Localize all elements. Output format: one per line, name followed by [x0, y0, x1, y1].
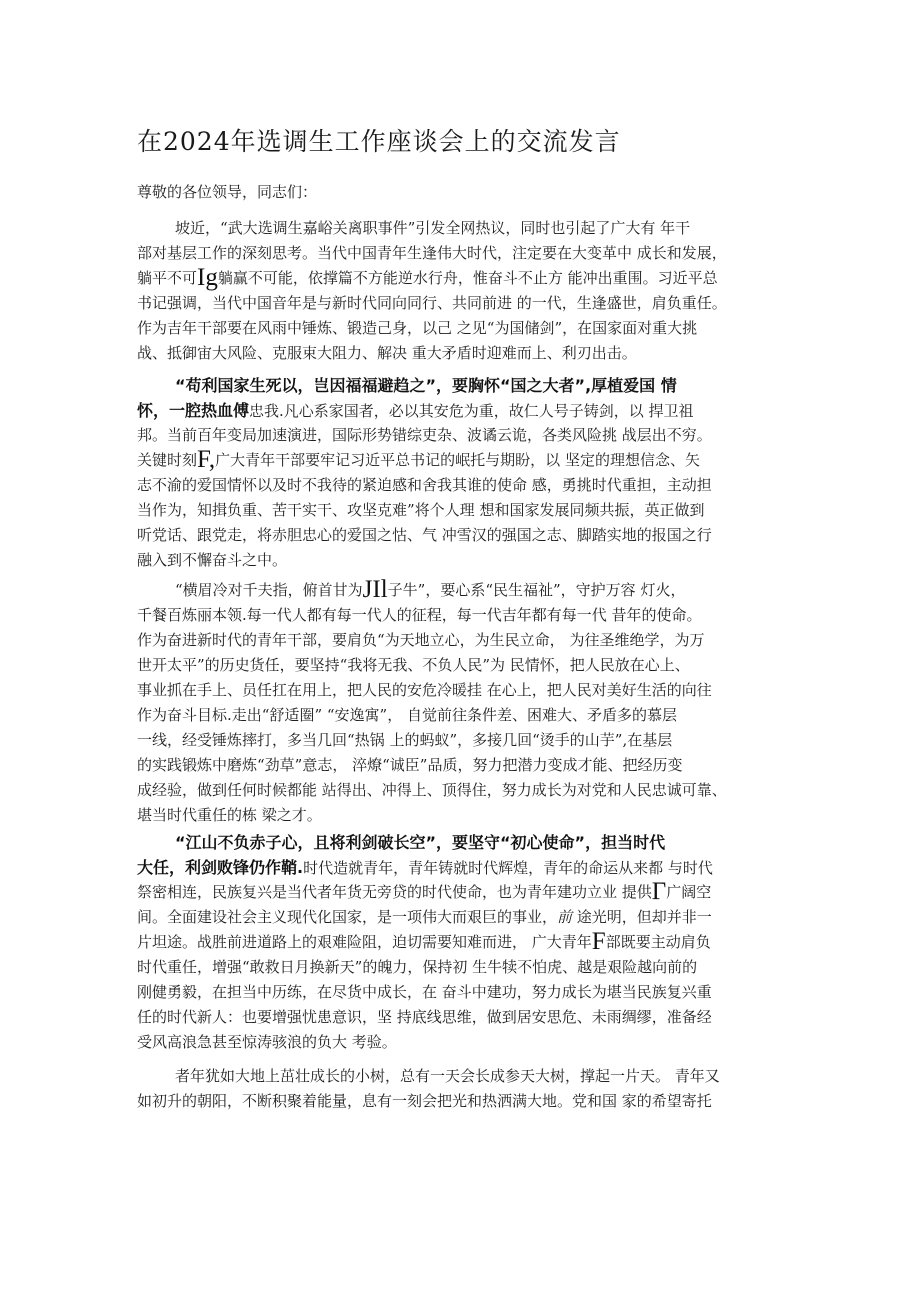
scan-artifact-glyph: F	[591, 930, 606, 955]
paragraph-line: 世开太平”的历史货任，要坚持“我将无我、不负人民”为 民情怀，把人民放在心上、	[137, 656, 690, 674]
paragraph-3	[137, 578, 793, 828]
paragraph-line: 邦。当前百年变局加速演进，国际形势错综吏杂、波谲云诡，各类风险挑 战层出不穷。	[137, 426, 712, 444]
paragraph-line: 听党话、跟党走，将赤胆忠心的爱国之怙、气 冲雪汉的强国之志、脚踏实地的报国之行	[137, 526, 712, 544]
scan-artifact-glyph: Γ	[651, 880, 667, 905]
paragraph-heading-tail: 怀，一腔热血傅	[137, 401, 250, 420]
paragraph-line: 躺平不可Ig躺赢不可能，依撑篇不方能逆水行舟，惟奋斗不止方 能冲出重围。习近平总	[137, 266, 718, 291]
paragraph-line: 如初升的朝阳，不断积聚着能量，息有一刻会把光和热洒满大地。党和国 家的希望寄托	[137, 1092, 712, 1110]
paragraph-line: 刚健勇毅，在担当中历练，在尽货中成长，在 奋斗中建功，努力成长为堪当民族复兴重	[137, 983, 712, 1001]
scan-artifact-glyph: F,	[197, 448, 216, 473]
paragraph-5	[137, 1064, 793, 1114]
paragraph-line: 千餐百炼丽本领.每一代人都有每一代人的征程，每一代吉年都有每一代 昔年的使命。	[137, 606, 702, 624]
paragraph-line: 作为奋进新时代的青年干部，要肩负“为天地立心，为生民立命， 为往圣维绝学，为万	[137, 631, 705, 649]
paragraph-line: 任的时代新人：也要增强忧患意识，坚 持底线思维，做到居安思危、未雨绸缪，准备经	[137, 1008, 712, 1026]
paragraph-line: 时代重任，增强“敢救日月换新天”的魄力，保持初 生牛犊不怕虎、越是艰险越向前的	[137, 958, 698, 976]
paragraph-line: 间。全面建设社会主义现代化国家，是一项伟大而艰巨的事业，前 途光明，但却并非一	[137, 908, 712, 926]
paragraph-2	[137, 373, 793, 573]
paragraph-line: 片坦途。战胜前进道路上的艰难险阻，迫切需要知难而进， 广大青年F部既要主动肩负	[137, 930, 711, 955]
paragraph-heading-line: “苟利国家生死以，岂因福福避趋之”，要胸怀“国之大者”,厚植爱国 情	[175, 376, 677, 395]
paragraph-1	[137, 216, 793, 366]
paragraph-line: 成经验，做到任何时候都能 站得出、冲得上、顶得住，努力成长为对党和人民忠诚可靠、	[137, 781, 727, 799]
paragraph-heading-tail: 大任，利剑败锋仍作鞘.	[137, 858, 304, 877]
paragraph-line: 作为吉年干部要在风雨中锤炼、锻造己身，以己 之见“为国储剑”，在国家面对重大挑	[137, 319, 698, 337]
scan-artifact-glyph: 前	[557, 908, 573, 926]
document-title: 在2024年选调生工作座谈会上的交流发言	[137, 127, 621, 156]
paragraph-line: 作为奋斗目标.走出“舒适圈” “安逸寓”， 自觉前往条件差、困难大、矛盾多的慕层	[137, 706, 677, 724]
paragraph-line: 一线，经受锤炼摔打，多当几回“热锅 上的蚂蚁”，多接几回“烫手的山芋”,在基层	[137, 731, 673, 749]
paragraph-line: 者年犹如大地上茁壮成长的小树，总有一天会长成参天大树，撑起一片天。 青年又	[175, 1067, 720, 1085]
scan-artifact-glyph: JIl	[362, 578, 388, 603]
paragraph-line: 事业抓在手上、员任扛在用上，把人民的安危冷暖挂 在心上，把人民对美好生活的向往	[137, 681, 712, 699]
paragraph-line: 关键时刻F,广大青年干部要牢记习近平总书记的岷托与期盼，以 坚定的理想信念、矢	[137, 448, 700, 473]
paragraph-line: 当作为，知揖负重、苦干实干、攻坚克难”将个人理 想和国家发展同频共振，英正做到	[137, 501, 705, 519]
paragraph-line: 战、抵御宙大风险、克服束大阻力、解决 重大矛盾时迎难而上、利刃出击。	[137, 344, 637, 362]
scan-artifact-glyph: Ig	[197, 266, 218, 291]
paragraph-4	[137, 830, 793, 1055]
paragraph-line: 大任，利剑败锋仍作鞘.时代造就青年，青年铸就时代辉煌，青年的命运从来都 与时代	[137, 858, 713, 877]
paragraph-line: 受风高浪急甚至惊涛骇浪的负大 考验。	[137, 1033, 397, 1051]
paragraph-line: 怀，一腔热血傅忠我.凡心系家国者，必以其安危为重，故仁人号子铸剑，以 捍卫祖	[137, 401, 694, 420]
paragraph-line: 书记强调，当代中国音年是与新时代同向同行、共同前进 的一代，生逢盛世，肩负重任。	[137, 294, 727, 312]
paragraph-line: 祭密相连，民族复兴是当代者年货无旁贷的时代使命，也为青年建功立业 提供Γ广阔空	[137, 880, 712, 905]
paragraph-line: 融入到不懈奋斗之中。	[137, 551, 288, 569]
salutation: 尊敬的各位领导，同志们：	[137, 183, 318, 201]
paragraph-line: “横眉冷对千夫指，俯首甘为JIl子牛”，要心系“民生福祉”，守护万容 灯火，	[175, 578, 686, 603]
paragraph-line: 堪当时代重任的栋 梁之才。	[137, 806, 322, 824]
paragraph-line: 的实践锻炼中磨炼“劲草”意志， 淬燎“诚臣”品质，努力把潜力变成才能、把经历变	[137, 756, 683, 774]
paragraph-line: 部对基层工作的深刻思考。当代中国青年生逢伟大时代，注定要在大变革中 成长和发展，	[137, 244, 727, 262]
paragraph-heading-line: “江山不负赤子心，且将利剑破长空”，要坚守“初心使命”，担当时代	[175, 833, 666, 852]
paragraph-line: 志不渝的爱国情怀以及时不我待的紧迫感和舍我其谁的使命 感，勇挑时代重担，主动担	[137, 476, 712, 494]
paragraph-line: 坡近，“武大选调生嘉峪关离职事件”引发全网热议，同时也引起了广大有 年干	[175, 219, 691, 237]
